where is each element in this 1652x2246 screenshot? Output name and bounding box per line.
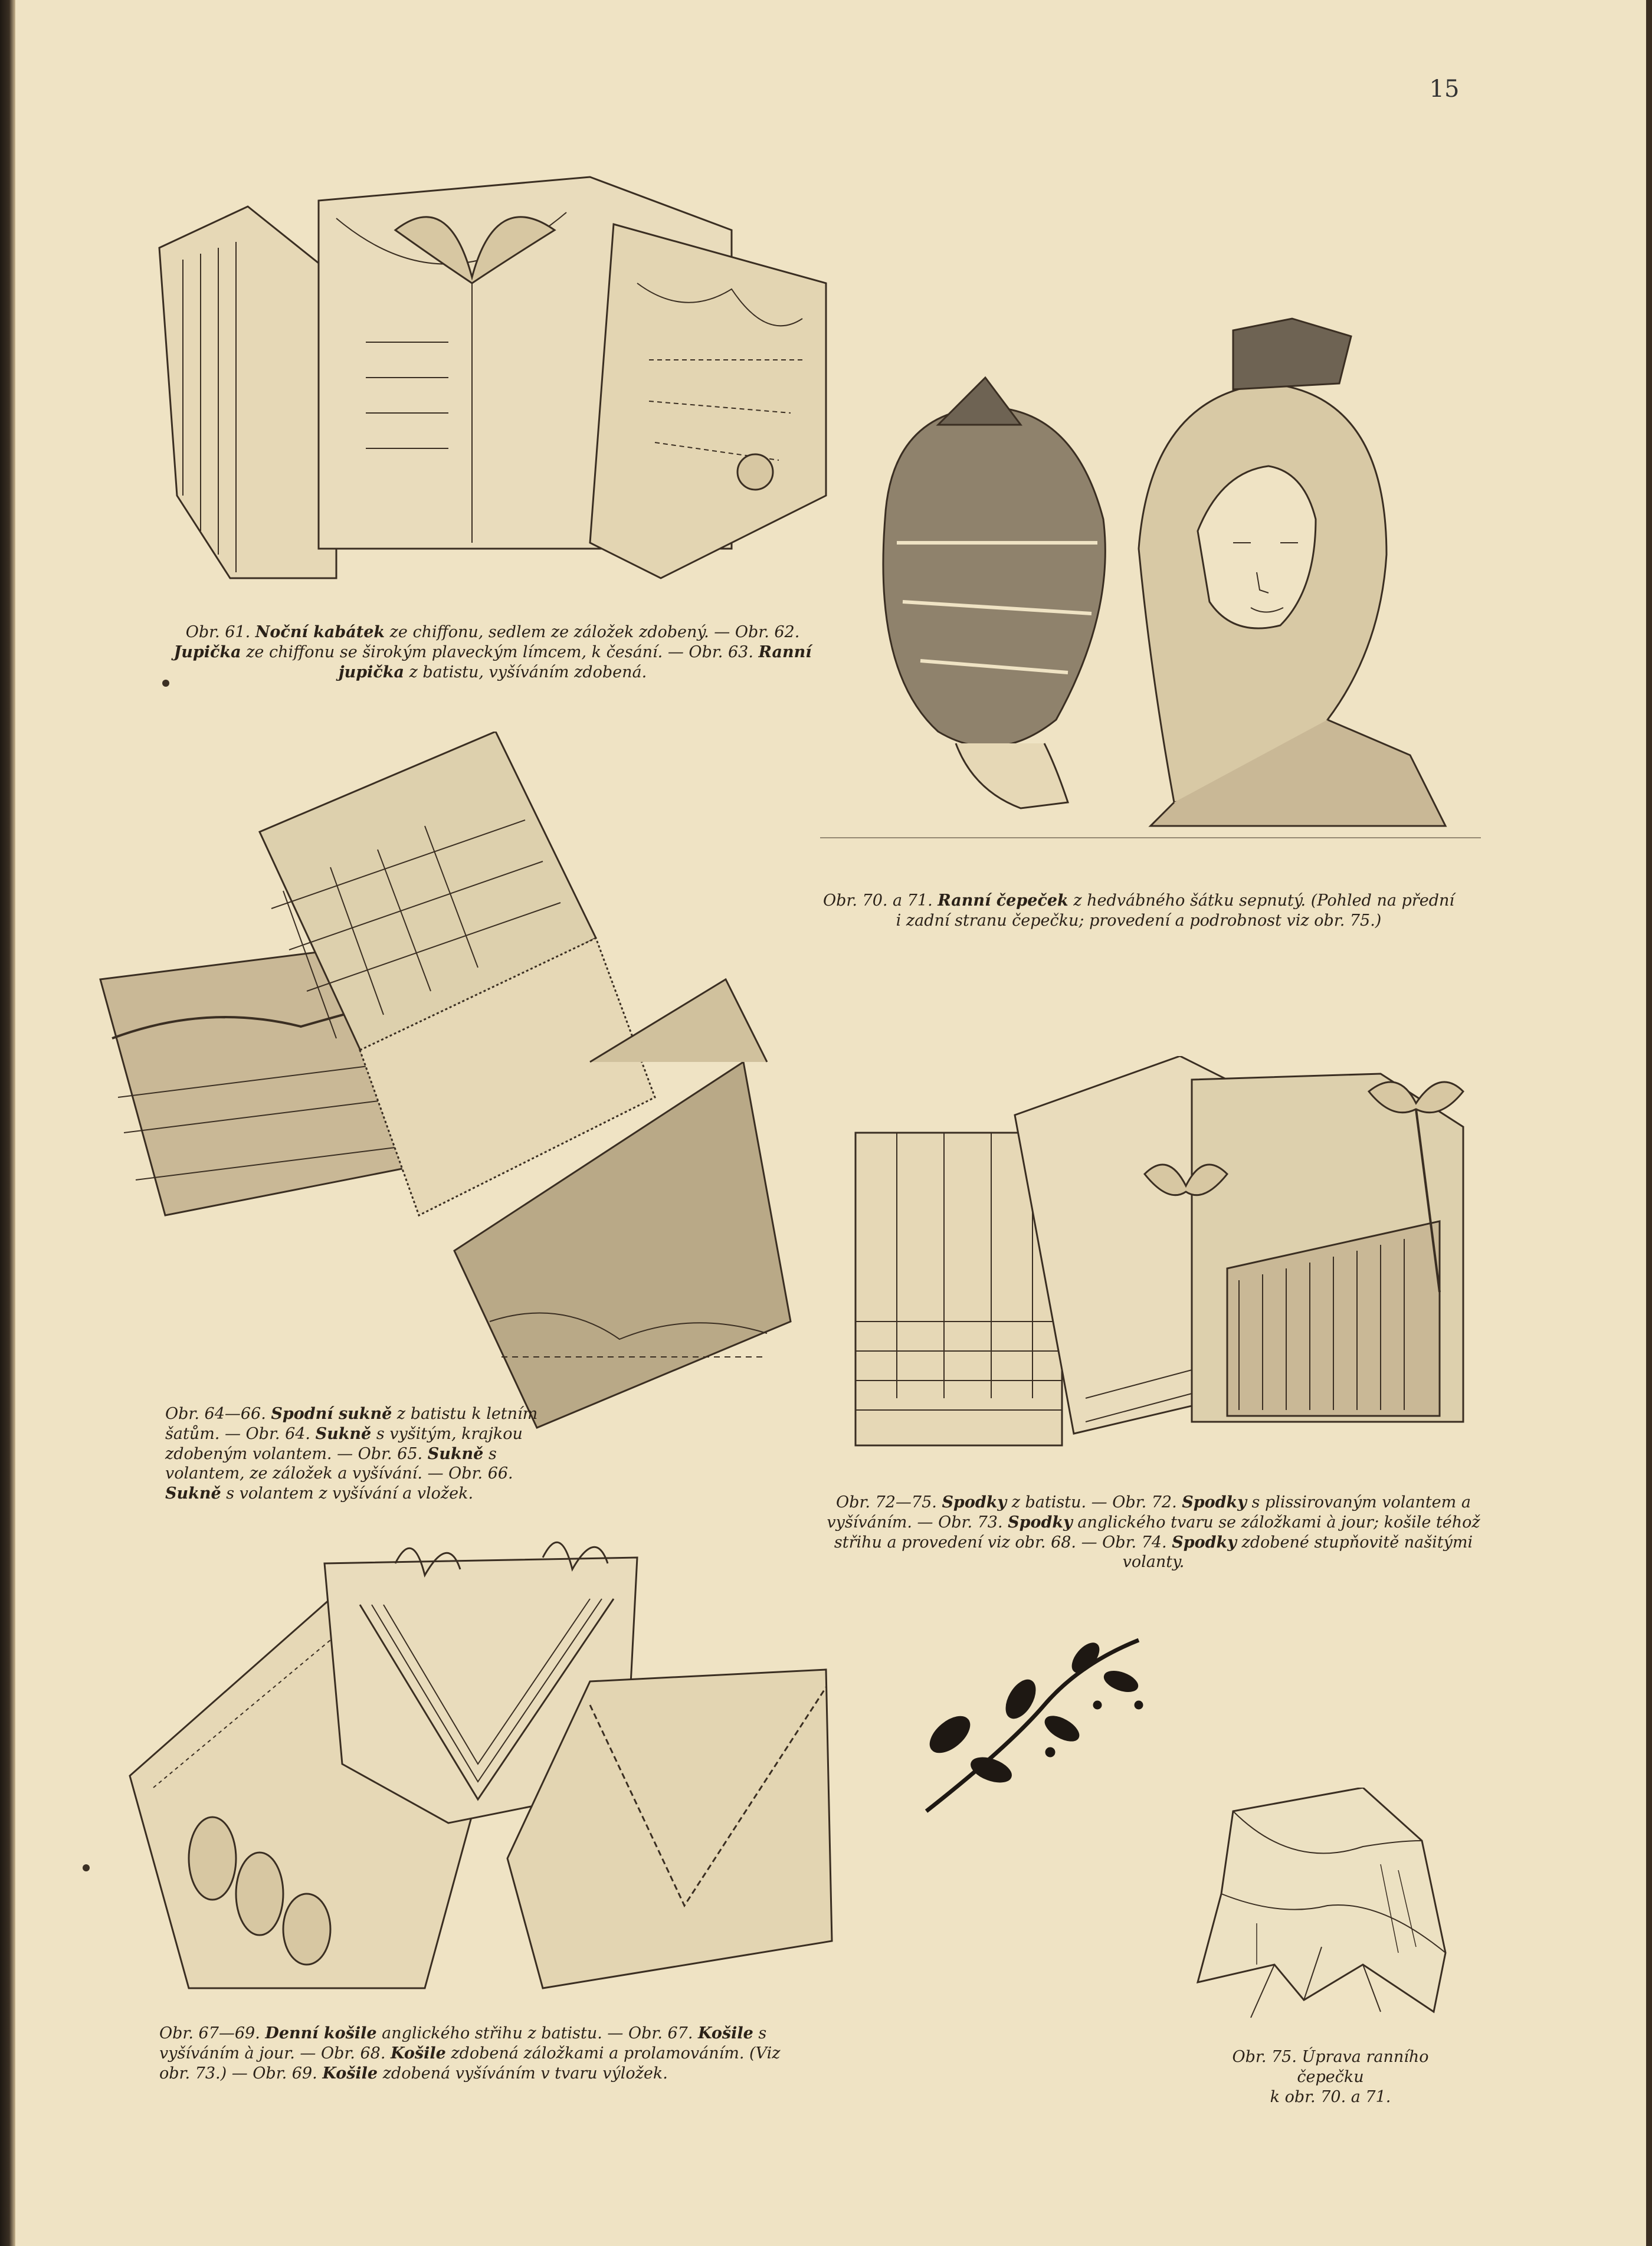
decorative-branch xyxy=(903,1617,1156,1817)
print-spot xyxy=(83,1864,90,1871)
illustration-kerchief xyxy=(1186,1788,1469,2035)
caption-fig-75 xyxy=(1198,2047,1463,2107)
caption-fig-70-71: Obr. 70. a 71. Ranní čepeček z hedvábného šátku sepnutý. (Pohled na přední i zadní stranu čepečku; provedení a podrobnost viz obr. 75.) xyxy=(823,891,1454,930)
illustration-night-jackets xyxy=(142,165,873,608)
page-number: 15 xyxy=(1429,76,1460,103)
caption-fig-75-line1: Obr. 75. Úprava ranního čepečku xyxy=(1232,2048,1429,2086)
page-edge xyxy=(1646,0,1652,2246)
illustration-petticoats xyxy=(88,732,802,1445)
illustration-drawers xyxy=(850,1056,1475,1469)
caption-fig-64-66: Obr. 64—66. Spodní sukně z batistu k letním šatům. — Obr. 64. Sukně s vyšitým, krajkou zdobeným volantem. — Obr. 65. Sukně s volantem, ze záložek a vyšívání. — Obr. 66. Sukně s volantem z vyšívání a vložek. xyxy=(165,1405,538,1503)
illustration-morning-cap xyxy=(820,295,1481,861)
caption-fig-75-line2: k obr. 70. a 71. xyxy=(1270,2087,1391,2106)
print-spot xyxy=(162,680,169,687)
caption-fig-61-63: Obr. 61. Noční kabátek ze chiffonu, sedlem ze záložek zdobený. — Obr. 62. Jupička ze chiffonu se širokým plaveckým límcem, k česání. — Obr. 63. Ranní jupička z batistu, vyšíváním zdobená. xyxy=(173,623,812,681)
caption-fig-72-75: Obr. 72—75. Spodky z batistu. — Obr. 72. Spodky s plissirovaným volantem a vyšíváním. — Obr. 73. Spodky anglického tvaru se záložkami à jour; košile téhož střihu a provedení viz obr. 68. — Obr. 74. Spodky zdobené stupňovitě našitými volanty. xyxy=(827,1493,1480,1572)
caption-fig-67-69: Obr. 67—69. Denní košile anglického střihu z batistu. — Obr. 67. Košile s vyšíváním à jour. — Obr. 68. Košile zdobená záložkami a prolamováním. (Viz obr. 73.) — Obr. 69. Košile zdobená vyšíváním v tvaru výložek. xyxy=(159,2024,781,2083)
illustration-day-chemises xyxy=(94,1528,856,2012)
binding-edge xyxy=(0,0,15,2246)
